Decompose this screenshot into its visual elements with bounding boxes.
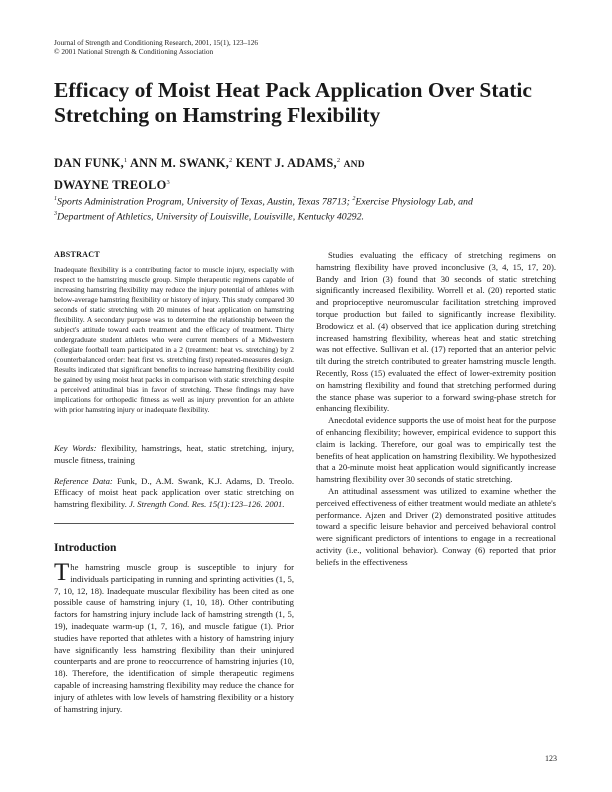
article-title: Efficacy of Moist Heat Pack Application Over Static Stretching on Hamstring Flexibility: [54, 78, 532, 127]
reference-data: [54, 476, 294, 511]
affiliation-marker: 2: [352, 196, 356, 202]
keywords-text: flexibility, hamstrings, heat, static stretching, injury, muscle fitness, training: [54, 443, 295, 465]
affiliation-marker: 1: [123, 157, 128, 164]
keywords: [54, 443, 294, 467]
journal-citation: Journal of Strength and Conditioning Research, 2001, 15(1), 123–126: [54, 38, 259, 47]
introduction-paragraph-4: An attitudinal assessment was utilized to examine whether the perceived effectiveness of either treatment would mediate an athlete's performance. Ajzen and Driver (2) demonstrated positive attitudes toward a specific leisure behavior and perceived behavioral control were significant predictors of intentions to engage in a recreational activity (i.e., volitional behavior). Conway (6) reported that prior beliefs in the effectiveness: [316, 485, 556, 567]
introduction-body-left: [54, 558, 294, 715]
introduction-paragraph-1: [54, 558, 294, 715]
reference-label: Reference Data:: [54, 475, 113, 486]
keywords-label: Key Words:: [54, 443, 97, 453]
abstract: [54, 265, 294, 415]
affiliation-marker: 3: [166, 179, 170, 187]
affiliation-text: Exercise Physiology Lab, and: [355, 196, 473, 208]
reference-journal: J. Strength Cond. Res. 15(1):123–126. 2001.: [128, 499, 285, 510]
drop-cap: T: [54, 558, 70, 586]
author-name: KENT J. ADAMS,: [235, 156, 337, 171]
introduction-paragraph-2: Studies evaluating the efficacy of stretching regimens on hamstring flexibility have proved inconclusive (3, 4, 15, 17, 20). Bandy and Irion (3) found that 30 seconds of static stretching significantly increased flexibility. Worrell et al. (20) reported static and proprioceptive neuromuscular facilitation stretching improved torque production but failed to significantly increase flexibility. Brodowicz et al. (4) observed that ice application during stretching increased hamstring flexibility, whereas heat and static stretching was not effective. Sullivan et al. (17) reported that an anterior pelvic tilt during the stretch contributed to greater hamstring muscle length. Recently, Ross (15) evaluated the effect of lower-extremity position on hamstring flexibility and found that stretching performed during the stance phase was superior to a forward swing-phase stretch for enhancing flexibility.: [316, 250, 556, 414]
paragraph-text: he hamstring muscle group is susceptible to injury for individuals participating in running and sprinting activities (1, 5, 7, 10, 12, 18). Inadequate muscular flexibility has been cited as one possible cause of hamstring injury (1, 10, 18). Other contributing factors for hamstring injury include lack of hamstring strength (1, 5, 19), inadequate warm-up (1, 7, 16), and muscle fatigue (1). Prior studies have reported that athletes with a history of hamstring injury have significantly less hamstring flexibility than their uninjured counterparts and are prone to reoccurrence of hamstring injuries (10, 18). Therefore, the identification of simple therapeutic regimens capable of increasing hamstring flexibility may reduce the chance for injury of athletes with low levels of hamstring flexibility or a history of hamstring injury.: [54, 561, 294, 714]
affiliation-marker: 2: [229, 157, 233, 164]
page-number: 123: [545, 754, 557, 763]
affiliation-marker: 3: [54, 211, 57, 218]
affiliation-text: Sports Administration Program, University of Texas, Austin, Texas 78713;: [57, 196, 353, 208]
author-name: DAN FUNK,: [54, 156, 124, 171]
abstract-heading: ABSTRACT: [54, 250, 100, 259]
introduction-paragraph-3: Anecdotal evidence supports the use of moist heat for the purpose of enhancing flexibility; however, empirical evidence to support this claim is lacking. Therefore, our goal was to empirically test the benefits of heat application on hamstring flexibility. We hypothesized that a 20-minute moist heat application would significantly increase hamstring flexibility over 30 seconds of static stretching.: [316, 415, 556, 485]
right-column: [316, 250, 556, 569]
abstract-text: Inadequate flexibility is a contributing factor to muscle injury, especially with respect to the hamstring muscle group. Simple therapeutic regimens capable of increasing hamstring flexibility may reduce the injury potential of athletes with below-average hamstring flexibility or history of injury. This study compared 30 seconds of static stretching with 20 minutes of heat application on hamstring flexibility. A secondary purpose was to determine the relationship between the subject's attitude toward each treatment and the efficacy of treatment. Thirty undergraduate student athletes who were current members of a Midwestern collegiate football team participated in a 2 (treatment: heat vs. stretching) by 2 (counterbalanced order: heat first vs. stretching first) repeated-measures design. Results indicated that significant benefits to increase hamstring flexibility could be gained by using moist heat packs in comparison with static stretching despite a perceived attitudinal bias in favor of stretching. These findings may have implications for orthopedic fitness as well as injury prevention for an athlete with prior hamstring injury or inadequate flexibility.: [54, 265, 294, 414]
author-list: [54, 152, 574, 194]
introduction-heading: Introduction: [54, 541, 117, 554]
author-name: DWAYNE TREOLO: [54, 178, 167, 193]
copyright-line: © 2001 National Strength & Conditioning Association: [54, 47, 214, 56]
affiliation-text: Department of Athletics, University of Louisville, Louisville, Kentucky 40292.: [57, 211, 364, 223]
author-conjunction: AND: [343, 160, 365, 171]
reference-text: Funk, D., A.M. Swank, K.J. Adams, D. Treolo. Efficacy of moist heat pack application over static stretching on hamstring flexibility.: [54, 475, 294, 510]
affiliation-marker: 2: [336, 157, 341, 164]
affiliations: [54, 193, 564, 224]
left-column: [54, 250, 294, 715]
affiliation-marker: 1: [54, 196, 57, 202]
author-name: ANN M. SWANK,: [130, 156, 230, 171]
